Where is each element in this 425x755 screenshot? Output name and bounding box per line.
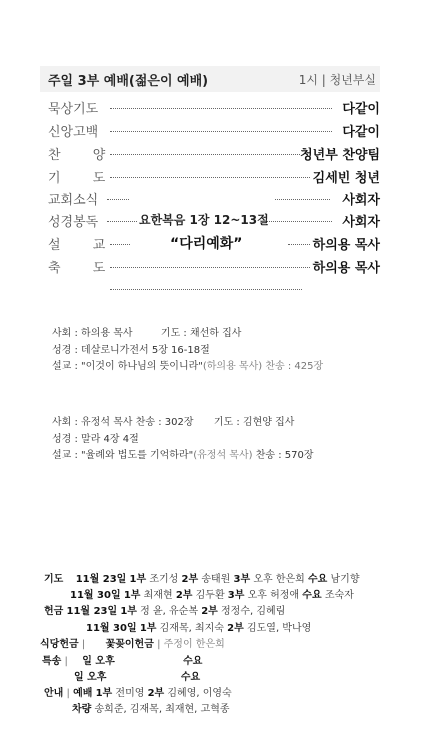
special-song-row: 특송 | 일 오후 수요 — [42, 656, 203, 667]
order-value: 하의용 목사 — [312, 238, 380, 253]
order-label: 설 교 — [48, 238, 120, 253]
leader-dots — [262, 221, 332, 222]
service-time-place: 1시 | 청년부실 — [298, 73, 376, 87]
leader-dots — [107, 221, 137, 222]
usher-row: 안내 | 예배 1부 전미영 2부 김혜영, 이영숙 — [44, 688, 232, 699]
prayer-row: 11월 30일 1부 최재현 2부 김두환 3부 오후 허정애 수요 조숙자 — [70, 590, 354, 601]
order-label: 묵상기도 — [48, 102, 99, 117]
order-value: 청년부 찬양팀 — [300, 148, 380, 163]
service1-scripture-line: 성경 : 데살로니가전서 5장 16-18절 — [52, 345, 210, 356]
host-name: 하의용 목사 — [81, 328, 133, 339]
leader-dots — [110, 108, 332, 109]
order-label: 찬 양 — [48, 148, 120, 163]
leader-dots — [110, 244, 130, 245]
service-header — [40, 66, 380, 92]
service2-scripture-line: 성경 : 말라 4장 4절 — [52, 434, 139, 445]
order-value: 김세빈 청년 — [312, 171, 380, 186]
order-label: 교회소식 — [48, 193, 99, 208]
order-value: 다같이 — [342, 102, 380, 117]
leader-dots — [288, 244, 310, 245]
vehicle-row: 차량 송희준, 김재목, 최재현, 고혁종 — [72, 704, 230, 715]
order-value: 사회자 — [342, 215, 380, 230]
offering-row: 헌금 11월 23일 1부 정 윤, 유순복 2부 정정수, 김혜림 — [44, 606, 286, 617]
prayer-name: 채선하 집사 — [189, 328, 242, 339]
order-value: 다같이 — [342, 125, 380, 140]
offering-row: 11월 30일 1부 김재목, 최지숙 2부 김도열, 박나영 — [86, 623, 312, 634]
order-label: 성경봉독 — [48, 215, 99, 230]
host-name: 유정석 목사 — [81, 417, 133, 428]
special-song-row: 일 오후 수요 — [74, 672, 201, 683]
order-value: 하의용 목사 — [312, 261, 380, 276]
leader-dots — [110, 154, 300, 155]
sermon-title: “다리예화” — [170, 236, 243, 252]
order-value: 사회자 — [342, 193, 380, 208]
leader-dots — [110, 131, 332, 132]
prayer-name: 김현양 집사 — [242, 417, 295, 428]
leader-dots — [110, 177, 310, 178]
service1-sermon-line: 설교 : "이것이 하나님의 뜻이니라"(하의용 목사) 찬송 : 425장 — [52, 361, 324, 372]
meal-offering-row: 식당헌금 | 꽃꽂이헌금 | 주정이 한은희 — [40, 639, 225, 650]
leader-dots — [110, 289, 302, 290]
prayer-row: 기도 11월 23일 1부 조기성 2부 송태원 3부 오후 한은희 수요 남기향 — [44, 574, 360, 585]
scripture-reference: 요한복음 1장 12~13절 — [139, 213, 269, 227]
sermon-title: "이것이 하나님의 뜻이니라" — [81, 361, 203, 372]
service2-sermon-line: 설교 : "율례와 법도를 기억하라"(유정석 목사) 찬송 : 570장 — [52, 450, 314, 461]
leader-dots — [275, 199, 330, 200]
leader-dots — [107, 199, 129, 200]
order-label: 신앙고백 — [48, 125, 99, 140]
order-label: 기 도 — [48, 171, 120, 186]
service-title: 주일 3부 예배(젊은이 예배) — [48, 74, 209, 89]
service1-host-line: 사회 : 하의용 목사 기도 : 채선하 집사 — [52, 328, 242, 339]
order-label: 축 도 — [48, 261, 120, 276]
service2-host-line: 사회 : 유정석 목사 찬송 : 302장 기도 : 김현양 집사 — [52, 417, 295, 428]
sermon-title: "율례와 법도를 기억하라" — [81, 450, 194, 461]
leader-dots — [110, 267, 310, 268]
